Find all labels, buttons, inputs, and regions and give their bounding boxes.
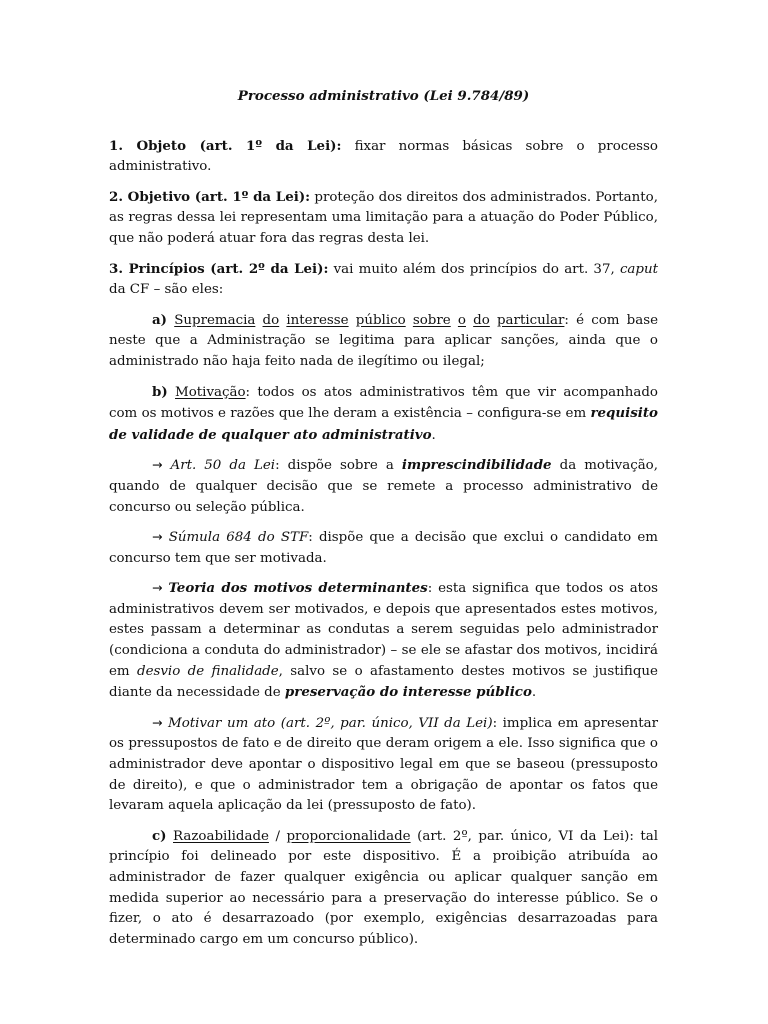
arrow-right-icon: → <box>152 457 163 473</box>
section-principios-label: 3. Princípios (art. 2º da Lei): <box>109 260 329 277</box>
document-title: Processo administrativo (Lei 9.784/89) <box>237 88 530 104</box>
section-principios-text-b: da CF – são eles: <box>109 282 224 298</box>
principle-a-word: público <box>355 312 406 328</box>
note-teoria-motivos-emphasis: preservação do interesse público <box>284 684 532 701</box>
principle-b-emphasis: requisito de validade de qualquer ato administrativo <box>109 405 658 443</box>
note-art-50-emphasis: imprescindibilidade <box>401 457 552 474</box>
principle-c <box>109 826 658 951</box>
principle-a-word: interesse <box>286 312 349 328</box>
principle-a-word: do <box>262 312 280 328</box>
principle-a-word: sobre <box>412 312 451 328</box>
note-sumula-684-text: : dispõe que a decisão que exclui o candidato em concurso tem que ser motivada. <box>109 530 658 566</box>
principle-a-text: : é com base neste que a Administração se legitima para aplicar sanções, ainda que o administrado não haja feito nada de ilegítimo ou ilegal; <box>109 312 658 369</box>
principle-b-letter: b) <box>152 383 168 400</box>
note-teoria-motivos-text-b: , salvo se o afastamento destes motivos se justifique diante da necessidade de <box>109 663 658 701</box>
principle-c-letter: c) <box>152 827 167 844</box>
note-teoria-motivos-ref: Teoria dos motivos determinantes <box>168 580 428 597</box>
desvio-finalidade-term: desvio de finalidade <box>137 663 279 679</box>
principle-c-separator: / <box>268 828 287 844</box>
note-sumula-684 <box>109 527 658 569</box>
arrow-right-icon: → <box>152 529 163 545</box>
note-teoria-motivos-text-a: : esta significa que todos os atos administrativos devem ser motivados, e depois que apresentados estes motivos, estes passam a determinar as condutas a serem seguidas pelo administrador (condiciona a conduta do administrador) – se ele se afastar dos motivos, incidirá em <box>109 581 658 679</box>
principle-c-term-2: proporcionalidade <box>286 828 411 844</box>
section-objeto-text: fixar normas básicas sobre o processo administrativo. <box>109 138 658 175</box>
section-objeto-label: 1. Objeto (art. 1º da Lei): <box>109 137 342 154</box>
principle-c-term-1: Razoabilidade <box>173 828 269 844</box>
note-motivar-ato-ref: Motivar um ato (art. 2º, par. único, VII da Lei) <box>168 715 493 731</box>
document-body <box>109 86 658 959</box>
principle-b <box>109 382 658 447</box>
principle-a-word: Supremacia <box>174 312 256 328</box>
note-art-50-text-b: da motivação, quando de qualquer decisão que se remete a processo administrativo de concurso ou seleção pública. <box>109 458 658 515</box>
section-principios-text-a: vai muito além dos princípios do art. 37, <box>328 261 620 277</box>
section-objetivo-text: proteção dos direitos dos administrados. Portanto, as regras dessa lei representam uma limitação para a atuação do Poder Público, que não poderá atuar fora das regras desta lei. <box>109 189 658 246</box>
note-art-50-ref: Art. 50 da Lei <box>170 458 276 474</box>
arrow-right-icon: → <box>152 580 163 596</box>
section-principios <box>109 259 658 301</box>
note-art-50 <box>109 455 658 518</box>
principle-a-word: particular <box>496 312 565 328</box>
note-teoria-motivos <box>109 578 658 704</box>
principle-a-letter: a) <box>152 311 168 328</box>
principle-b-term: Motivação <box>175 384 246 400</box>
principle-a <box>109 310 658 373</box>
principle-a-word: o <box>457 312 466 328</box>
principle-b-text: : todos os atos administrativos têm que vir acompanhado com os motivos e razões que lhe deram a existência – configura-se em <box>109 384 658 422</box>
note-sumula-684-ref: Súmula 684 do STF <box>168 530 309 546</box>
principle-a-word: do <box>473 312 490 328</box>
caput-term: caput <box>619 261 658 277</box>
note-motivar-ato-text: : implica em apresentar os pressupostos de fato e de direito que deram origem a ele. Isso significa que o administrador deve apontar o dispositivo legal em que se baseou (pressuposto de direito), e que o administrador tem a obrigação de apontar os fatos que levaram aquela aplicação da lei (pressuposto de fato). <box>109 715 658 814</box>
note-teoria-motivos-end: . <box>531 685 537 701</box>
note-motivar-ato <box>109 713 658 817</box>
section-objeto <box>109 136 658 178</box>
principle-c-text: (art. 2º, par. único, VI da Lei): tal princípio foi delineado por este dispositivo. É a proibição atribuída ao administrador de fazer qualquer exigência ou aplicar qualquer sanção em medida superior ao necessário para a preservação do interesse público. Se o fizer, o ato é desarrazoado (por exemplo, exigências desarrazoadas para determinado cargo em um concurso público). <box>109 828 658 947</box>
note-art-50-text-a: : dispõe sobre a <box>275 458 402 474</box>
section-objetivo-label: 2. Objetivo (art. 1º da Lei): <box>109 188 311 205</box>
principle-b-end: . <box>431 427 436 443</box>
section-objetivo <box>109 187 658 250</box>
arrow-right-icon: → <box>152 714 163 730</box>
